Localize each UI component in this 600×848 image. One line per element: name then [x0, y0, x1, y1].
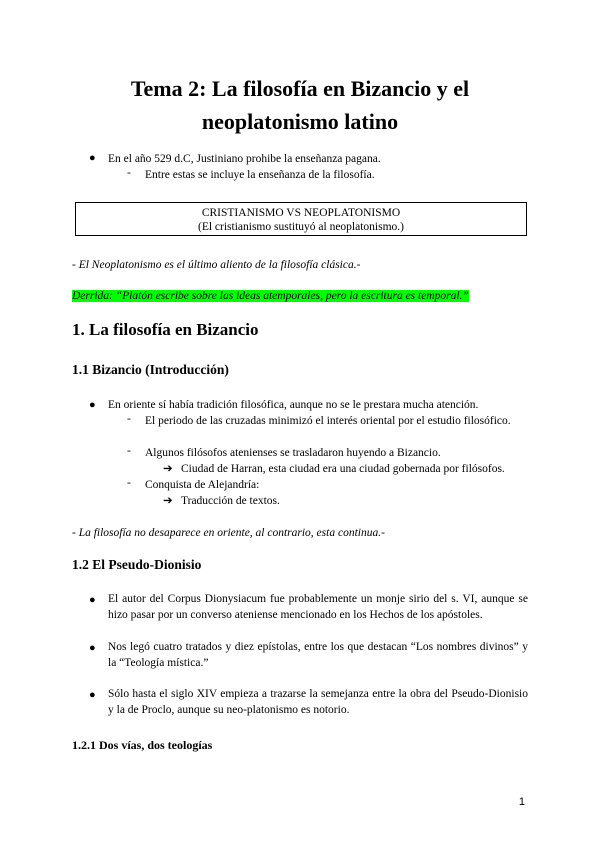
box-line-1: CRISTIANISMO VS NEOPLATONISMO: [201, 207, 401, 219]
dionisio-bullet-2: Nos legó cuatro tratados y diez epístolas, entre los que destacan “Los nombres divinos” y la “Teología mística.”: [108, 641, 528, 669]
subsection-heading-1-1: 1.1 Bizancio (Introducción): [72, 362, 229, 377]
arrow-icon: ➔: [163, 495, 173, 507]
dash-icon: -: [127, 413, 131, 425]
bullet-icon: ●: [89, 594, 96, 606]
intro-bullet: En el año 529 d.C, Justiniano prohibe la enseñanza pagana.: [108, 153, 381, 165]
subsection-heading-1-2-1: 1.2.1 Dos vías, dos teologías: [72, 738, 213, 752]
bullet-icon: ●: [89, 152, 96, 164]
bizancio-dash-1: El periodo de las cruzadas minimizó el interés oriental por el estudio filosófico.: [145, 415, 511, 427]
bullet-icon: ●: [89, 689, 96, 701]
dash-icon: -: [127, 477, 131, 489]
section-heading-1: 1. La filosofía en Bizancio: [72, 320, 259, 339]
bizancio-dash-3: Conquista de Alejandría:: [145, 479, 260, 491]
dash-icon: -: [127, 167, 131, 179]
intro-sub: Entre estas se incluye la enseñanza de la filosofía.: [145, 169, 375, 181]
derrida-highlight: Derrida: “Platón escribe sobre las ideas atemporales, pero la escritura es temporal.”: [72, 290, 469, 302]
bizancio-arrow-2: Traducción de textos.: [181, 495, 280, 507]
derrida-quote: [72, 288, 469, 304]
bizancio-arrow-1: Ciudad de Harran, esta ciudad era una ciudad gobernada por filósofos.: [181, 463, 505, 475]
title-line-1: Tema 2: La filosofía en Bizancio y el: [130, 76, 470, 101]
bizancio-dash-2: Algunos filósofos atenienses se trasladaron huyendo a Bizancio.: [145, 447, 441, 459]
box-line-2: (El cristianismo sustituyó al neoplatonismo.): [197, 221, 405, 233]
dash-icon: -: [127, 445, 131, 457]
cristianismo-box: [75, 202, 527, 236]
dionisio-bullet-1: El autor del Corpus Dionysiacum fue probablemente un monje sirio del s. VI, aunque se hizo pasar por un converso ateniense mencionado en los Hechos de los apóstoles.: [108, 593, 528, 621]
bizancio-bullet: En oriente sí había tradición filosófica, aunque no se le prestara mucha atención.: [108, 399, 479, 411]
page-title: [60, 72, 540, 138]
bullet-icon: ●: [89, 399, 96, 411]
note-oriente: - La filosofía no desaparece en oriente, al contrario, esta continua.-: [72, 527, 385, 539]
dionisio-bullet-3: Sólo hasta el siglo XIV empieza a trazarse la semejanza entre la obra del Pseudo-Dionisio y la de Proclo, aunque su neo-platonismo es notorio.: [108, 688, 528, 716]
bullet-icon: ●: [89, 642, 96, 654]
arrow-icon: ➔: [163, 463, 173, 475]
note-neoplatonismo: - El Neoplatonismo es el último aliento de la filosofía clásica.-: [72, 259, 361, 271]
title-line-2: neoplatonismo latino: [201, 109, 399, 134]
page-number: 1: [518, 796, 525, 808]
subsection-heading-1-2: 1.2 El Pseudo-Dionisio: [72, 557, 202, 572]
